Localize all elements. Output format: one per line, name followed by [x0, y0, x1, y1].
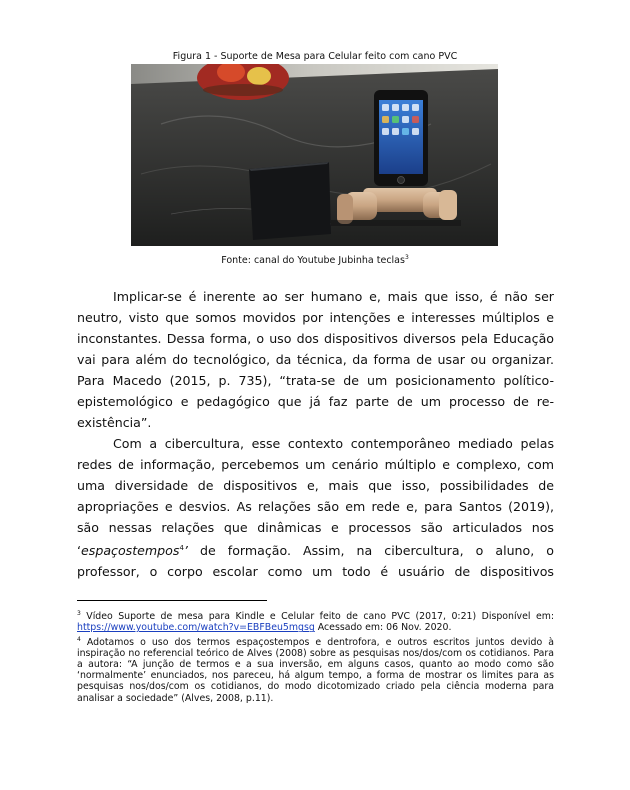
- body-text: [77, 286, 554, 582]
- figure-caption: Figura 1 - Suporte de Mesa para Celular feito com cano PVC: [172, 51, 458, 62]
- footnote-separator: [77, 600, 267, 601]
- footnote-3: [77, 608, 554, 634]
- term-espacostempos: espaçostempos: [81, 543, 180, 559]
- figure-source-text: Fonte: canal do Youtube Jubinha teclas: [221, 255, 405, 267]
- footnote-4: [77, 634, 554, 704]
- closing-quote: ’: [183, 543, 188, 559]
- paragraph-2-text-b: de formação. Assim, na cibercultura, o aluno, o professor, o corpo escolar como um todo é usuário de dispositivos: [77, 543, 554, 580]
- footnote-4-number: 4: [77, 635, 81, 643]
- footnote-3-text-b: Acessado em: 06 Nov. 2020.: [314, 622, 452, 634]
- paragraph-2: [77, 433, 554, 582]
- footnote-ref-4[interactable]: 4: [179, 544, 184, 552]
- footnote-ref-3[interactable]: 3: [404, 254, 409, 261]
- paragraph-2-text-a: Com a cibercultura, esse contexto contemporâneo mediado pelas redes de informação, percebemos um cenário múltiplo e complexo, com uma diversidade de dispositivos e, mais que isso, possibilidades de apropriações e desvios. As relações são em rede e, para Santos (2019), são nessas relações que dinâmicas e processos são articulados nos ‘: [77, 436, 554, 559]
- figure-source: [0, 254, 630, 266]
- footnotes: [77, 608, 554, 704]
- paragraph-1: Implicar-se é inerente ao ser humano e, mais que isso, é não ser neutro, visto que somos movidos por intenções e interesses múltiplos e inconstantes. Dessa forma, o uso dos dispositivos diversos pela Educação vai para além do tecnológico, da técnica, da forma de usar ou organizar. Para Macedo (2015, p. 735), “trata-se de um posicionamento político-epistemológico e pedagógico que já faz parte de um processo de re-existência”.: [77, 289, 554, 430]
- footnote-3-link[interactable]: https://www.youtube.com/watch?v=EBFBeu5mgsg: [77, 622, 315, 634]
- footnote-3-number: 3: [77, 610, 81, 617]
- figure-photo: [131, 64, 498, 246]
- footnote-3-text-a: Vídeo Suporte de mesa para Kindle e Celular feito de cano PVC (2017, 0:21) Disponível em:: [80, 611, 554, 623]
- phone-stand-photo: [131, 64, 498, 246]
- footnote-4-text: Adotamos o uso dos termos espaçostempos e dentrofora, e outros escritos juntos devido à inspiração no referencial teórico de Alves (2008) sobre as pesquisas nos/dos/com os cotidianos. Para a autora: “A junção de termos e a sua inversão, em alguns casos, quanto ao modo como são ‘normalmente’ enunciados, nos pareceu, há algum tempo, a forma de mostrar os limites para as pesquisas nos/dos/com os cotidianos, do modo dicotomizado criado pela ciência moderna para analisar a sociedade” (Alves, 2008, p.11).: [77, 636, 554, 704]
